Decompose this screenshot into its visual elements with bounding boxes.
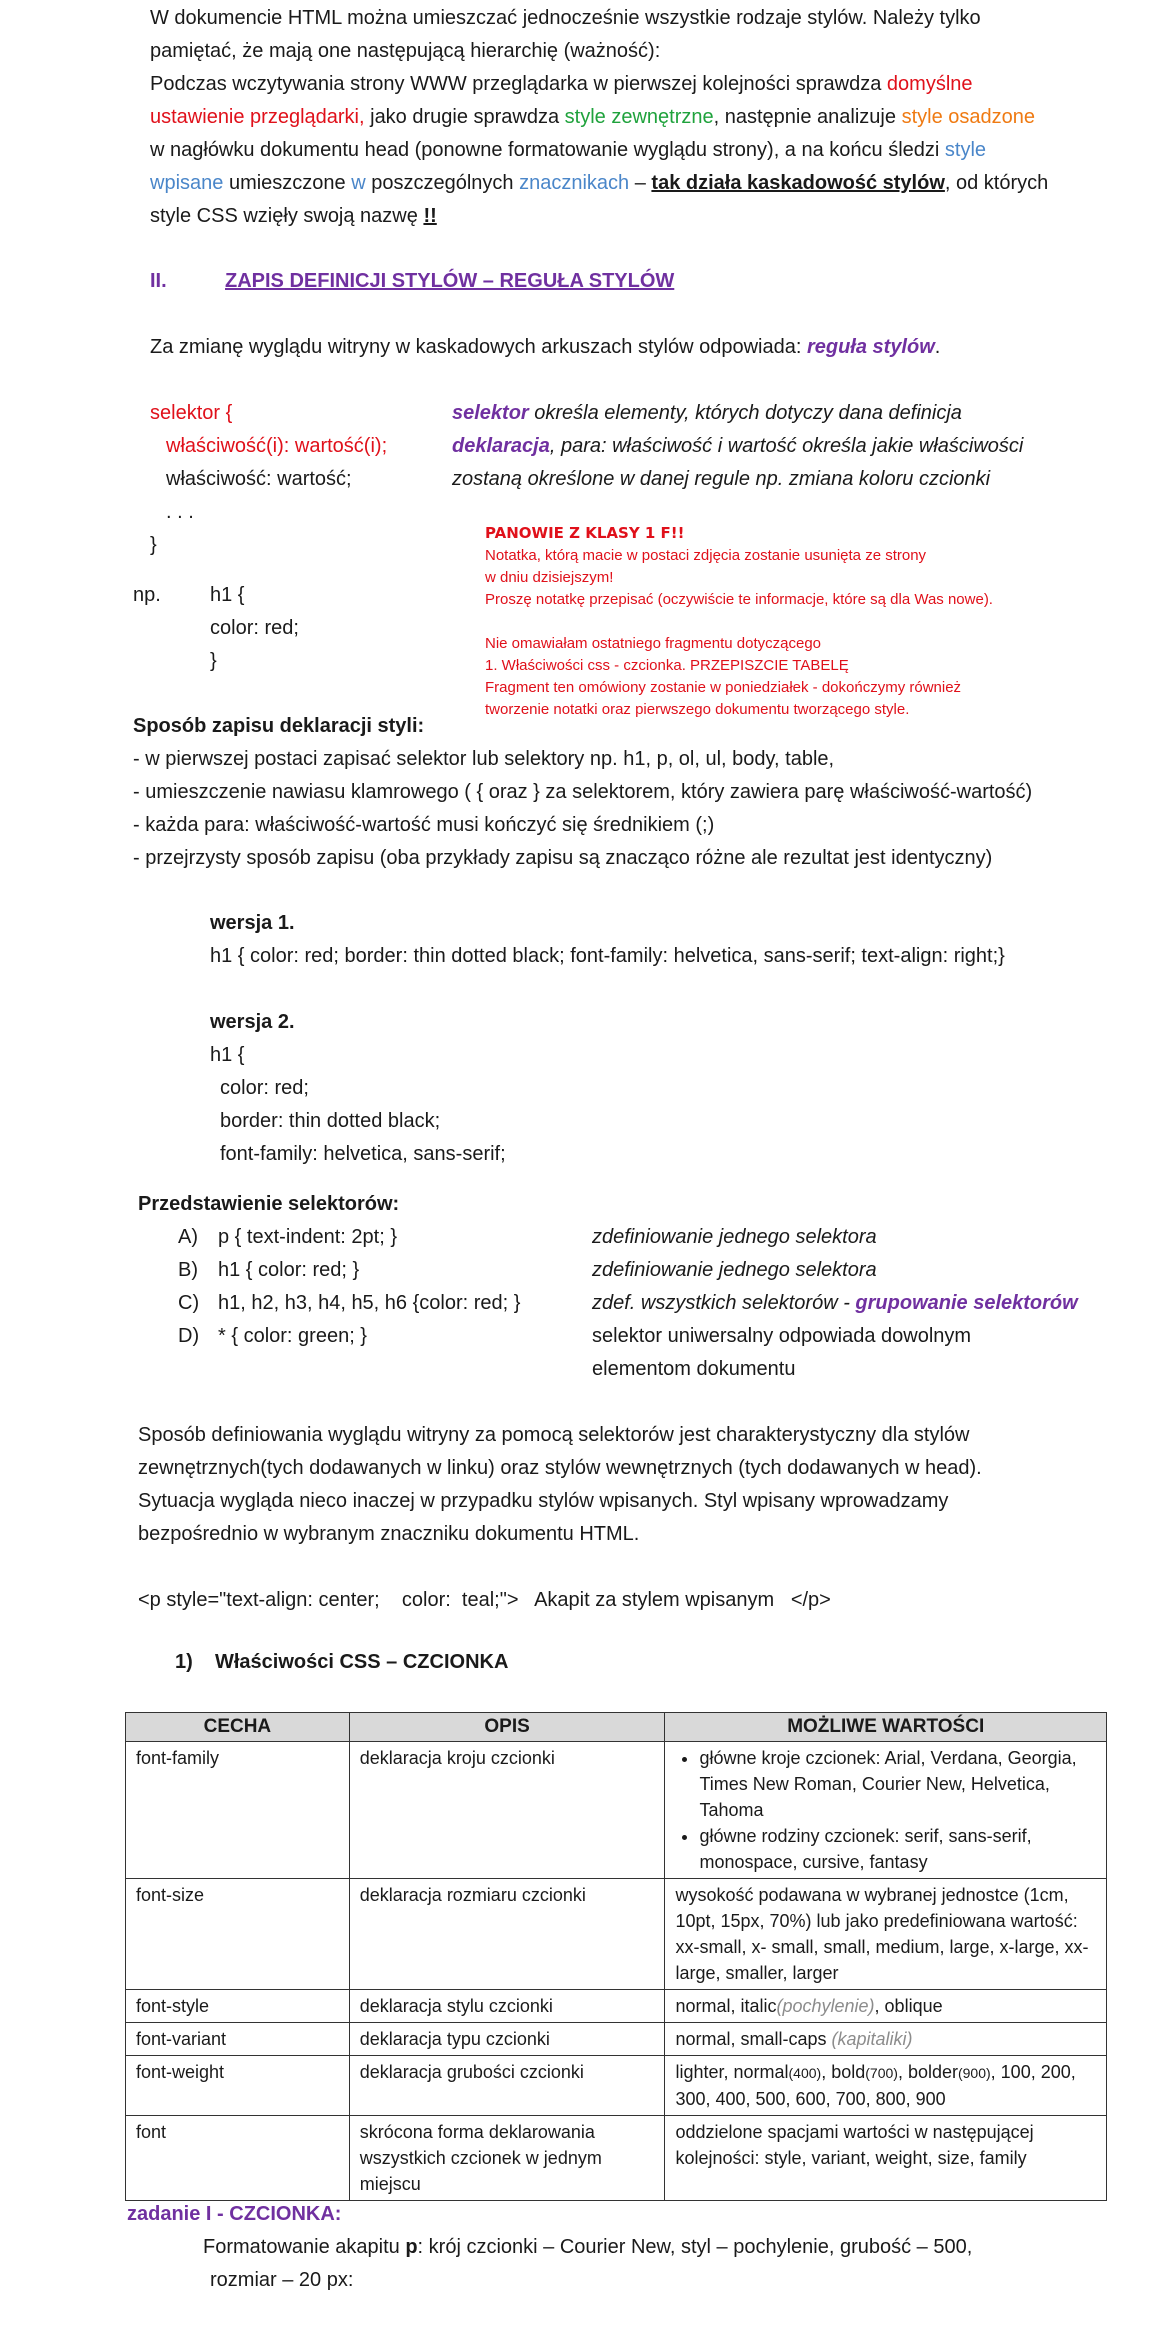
syntax-desc-1: selektor określa elementy, których dotyczy dana definicja — [452, 402, 962, 424]
fonts-section-title: Właściwości CSS – CZCIONKA — [215, 1651, 509, 1673]
inline-style-example: <p style="text-align: center; color: teal;"> Akapit za stylem wpisanym </p> — [138, 1589, 831, 1611]
table-row — [126, 2116, 1107, 2201]
note-line-3: Proszę notatkę przepisać (oczywiście te informacje, które są dla Was nowe). — [485, 591, 993, 608]
table-header-row — [126, 1713, 1107, 1742]
selector-code: p { text-indent: 2pt; } — [218, 1226, 398, 1248]
table-cell: font-size — [126, 1879, 350, 1990]
task-line-2: rozmiar – 20 px: — [210, 2269, 354, 2291]
table-cell: lighter, normal(400), bold(700), bolder(900), 100, 200, 300, 400, 500, 600, 700, 800, 900 — [665, 2056, 1107, 2116]
selector-letter: A) — [178, 1226, 198, 1248]
task-line-1: Formatowanie akapitu p: krój czcionki – Courier New, styl – pochylenie, grubość – 500, — [203, 2236, 973, 2258]
intro-line-7: style CSS wzięły swoją nazwę !! — [150, 205, 437, 227]
selector-desc: zdefiniowanie jednego selektora — [592, 1226, 877, 1248]
intro-line-1: W dokumencie HTML można umieszczać jednocześnie wszystkie rodzaje stylów. Należy tylko — [150, 7, 981, 29]
declaration-item: - każda para: właściwość-wartość musi kończyć się średnikiem (;) — [133, 814, 715, 836]
syntax-desc-2: deklaracja, para: właściwość i wartość określa jakie właściwości — [452, 435, 1024, 457]
table-cell: font-weight — [126, 2056, 350, 2116]
fonts-section-number: 1) — [175, 1651, 193, 1673]
declaration-heading: Sposób zapisu deklaracji styli: — [133, 715, 425, 737]
column-header: OPIS — [349, 1713, 665, 1742]
declaration-item: - umieszczenie nawiasu klamrowego ( { oraz } za selektorem, który zawiera parę właściwość-wartość) — [133, 781, 1033, 803]
table-cell — [665, 1742, 1107, 1879]
selector-code: h1, h2, h3, h4, h5, h6 {color: red; } — [218, 1292, 521, 1314]
para-line-1: Sposób definiowania wyglądu witryny za pomocą selektorów jest charakterystyczny dla stylów — [138, 1424, 970, 1446]
declaration-item: - przejrzysty sposób zapisu (oba przykłady zapisu są znacząco różne ale rezultat jest identyczny) — [133, 847, 993, 869]
selector-code: * { color: green; } — [218, 1325, 367, 1347]
version-2-line-1: h1 { — [210, 1044, 245, 1066]
selector-desc-cont: elementom dokumentu — [592, 1358, 796, 1380]
table-cell: font-family — [126, 1742, 350, 1879]
syntax-line-5: } — [150, 534, 157, 556]
version-1-label: wersja 1. — [210, 912, 295, 934]
table-cell: deklaracja kroju czcionki — [349, 1742, 665, 1879]
note-line-6: Fragment ten omówiony zostanie w poniedziałek - dokończymy również — [485, 679, 962, 696]
note-line-4: Nie omawiałam ostatniego fragmentu dotyczącego — [485, 635, 822, 652]
note-line-2: w dniu dzisiejszym! — [485, 569, 614, 586]
version-2-line-4: font-family: helvetica, sans-serif; — [220, 1143, 506, 1165]
version-2-line-3: border: thin dotted black; — [220, 1110, 441, 1132]
table-cell: deklaracja stylu czcionki — [349, 1990, 665, 2023]
intro-line-4: ustawienie przeglądarki, jako drugie sprawdza style zewnętrzne, następnie analizuje style osadzone — [150, 106, 1035, 128]
example-line-1: h1 { — [210, 584, 245, 606]
example-label: np. — [133, 584, 161, 606]
declaration-item: - w pierwszej postaci zapisać selektor lub selektory np. h1, p, ol, ul, body, table, — [133, 748, 835, 770]
version-2-line-2: color: red; — [220, 1077, 309, 1099]
table-cell: normal, small-caps (kapitaliki) — [665, 2023, 1107, 2056]
intro-line-5: w nagłówku dokumentu head (ponowne formatowanie wyglądu strony), a na końcu śledzi style — [150, 139, 987, 161]
intro-line-6: wpisane umieszczone w poszczególnych znacznikach – tak działa kaskadowość stylów, od których — [150, 172, 1049, 194]
table-cell: font — [126, 2116, 350, 2201]
task-heading: zadanie I - CZCIONKA: — [127, 2203, 342, 2225]
note-heading: PANOWIE Z KLASY 1 F!! — [485, 524, 685, 542]
para-line-3: Sytuacja wygląda nieco inaczej w przypadku stylów wpisanych. Styl wpisany wprowadzamy — [138, 1490, 949, 1512]
note-line-5: 1. Właściwości css - czcionka. PRZEPISZCIE TABELĘ — [485, 657, 849, 674]
table-cell: deklaracja rozmiaru czcionki — [349, 1879, 665, 1990]
selector-code: h1 { color: red; } — [218, 1259, 360, 1281]
column-header: CECHA — [126, 1713, 350, 1742]
table-cell: deklaracja grubości czcionki — [349, 2056, 665, 2116]
syntax-desc-3: zostaną określone w danej regule np. zmiana koloru czcionki — [452, 468, 991, 490]
section-title: ZAPIS DEFINICJI STYLÓW – REGUŁA STYLÓW — [225, 270, 675, 292]
para-line-2: zewnętrznych(tych dodawanych w linku) oraz stylów wewnętrznych (tych dodawanych w head). — [138, 1457, 982, 1479]
selectors-heading: Przedstawienie selektorów: — [138, 1193, 400, 1215]
table-cell: wysokość podawana w wybranej jednostce (1cm, 10pt, 15px, 70%) lub jako predefiniowana wartość: xx-small, x- small, small, medium, large, x-large, xx-large, smaller, larger — [665, 1879, 1107, 1990]
section-number: II. — [150, 270, 167, 292]
table-row — [126, 2023, 1107, 2056]
table-row — [126, 1879, 1107, 1990]
selector-letter: C) — [178, 1292, 200, 1314]
table-cell: font-variant — [126, 2023, 350, 2056]
table-cell: deklaracja typu czcionki — [349, 2023, 665, 2056]
rule-sentence: Za zmianę wyglądu witryny w kaskadowych arkuszach stylów odpowiada: reguła stylów. — [150, 336, 941, 358]
selector-desc: zdef. wszystkich selektorów - grupowanie selektorów — [592, 1292, 1078, 1314]
table-row — [126, 1990, 1107, 2023]
intro-line-2: pamiętać, że mają one następującą hierarchię (ważność): — [150, 40, 661, 62]
syntax-line-3: właściwość: wartość; — [166, 468, 352, 490]
note-line-7: tworzenie notatki oraz pierwszego dokumentu tworzącego style. — [485, 701, 910, 718]
selector-letter: B) — [178, 1259, 198, 1281]
version-1-code: h1 { color: red; border: thin dotted black; font-family: helvetica, sans-serif; text-align: right;} — [210, 945, 1005, 967]
table-cell: skrócona forma deklarowania wszystkich czcionek w jednym miejscu — [349, 2116, 665, 2201]
syntax-line-1: selektor { — [150, 402, 233, 424]
table-row — [126, 1742, 1107, 1879]
example-line-3: } — [210, 650, 217, 672]
note-line-1: Notatka, którą macie w postaci zdjęcia zostanie usunięta ze strony — [485, 547, 927, 564]
table-cell: normal, italic(pochylenie), oblique — [665, 1990, 1107, 2023]
list-item: • główne rodziny czcionek: serif, sans-serif, monospace, cursive, fantasy — [699, 1823, 1096, 1875]
table-cell: oddzielone spacjami wartości w następującej kolejności: style, variant, weight, size, family — [665, 2116, 1107, 2201]
selector-desc: selektor uniwersalny odpowiada dowolnym — [592, 1325, 972, 1347]
para-line-4: bezpośrednio w wybranym znaczniku dokumentu HTML. — [138, 1523, 640, 1545]
syntax-line-4: . . . — [166, 501, 194, 523]
table-cell: font-style — [126, 1990, 350, 2023]
intro-line-3: Podczas wczytywania strony WWW przeglądarka w pierwszej kolejności sprawdza domyślne — [150, 73, 973, 95]
font-properties-table — [125, 1712, 1107, 2201]
list-item: • główne kroje czcionek: Arial, Verdana, Georgia, Times New Roman, Courier New, Helvetica, Tahoma — [699, 1745, 1096, 1823]
column-header: MOŻLIWE WARTOŚCI — [665, 1713, 1107, 1742]
table-row — [126, 2056, 1107, 2116]
selector-letter: D) — [178, 1325, 200, 1347]
syntax-line-2: właściwość(i): wartość(i); — [166, 435, 388, 457]
example-line-2: color: red; — [210, 617, 299, 639]
version-2-label: wersja 2. — [210, 1011, 295, 1033]
selector-desc: zdefiniowanie jednego selektora — [592, 1259, 877, 1281]
